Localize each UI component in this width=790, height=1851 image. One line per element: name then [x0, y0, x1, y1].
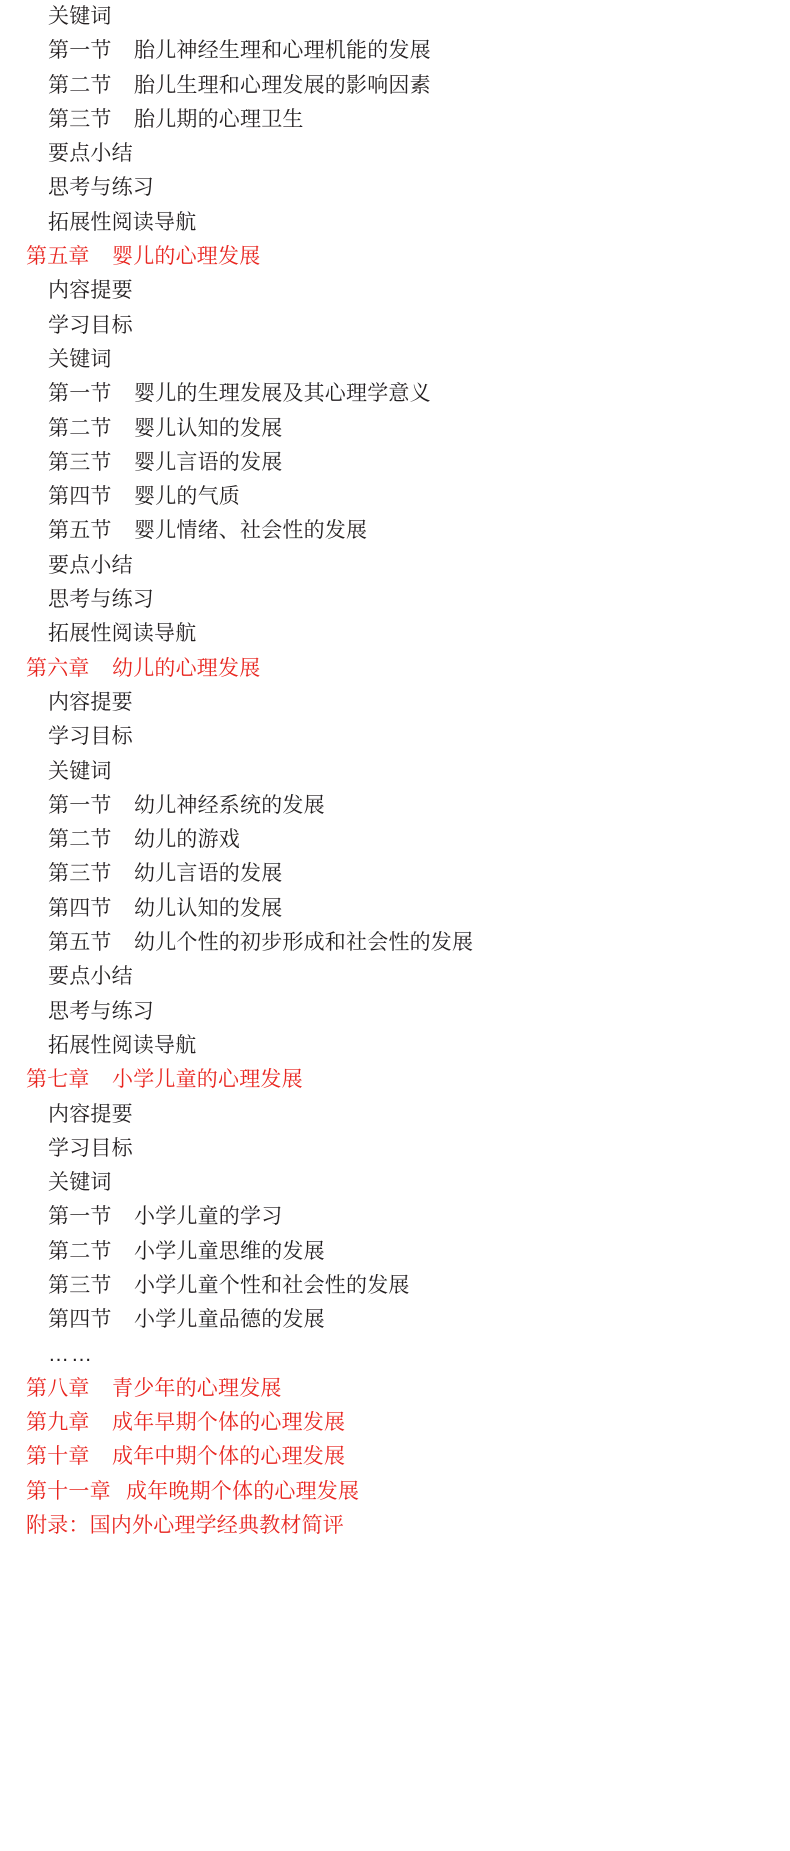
subitem-title: 内容提要 — [48, 690, 133, 714]
toc-section-entry[interactable] — [0, 34, 790, 68]
toc-subitem-entry[interactable] — [0, 171, 790, 205]
toc-section-entry[interactable] — [0, 480, 790, 514]
toc-section-entry[interactable] — [0, 446, 790, 480]
subitem-title: 关键词 — [48, 5, 112, 28]
section-number: 第三节 — [48, 107, 112, 131]
chapter-number: 第七章 — [26, 1068, 90, 1092]
chapter-title: 幼儿的心理发展 — [112, 656, 261, 680]
toc-subitem-entry[interactable] — [0, 206, 790, 240]
section-number: 第四节 — [48, 485, 112, 509]
toc-subitem-entry[interactable] — [0, 274, 790, 308]
section-number: 第二节 — [48, 1239, 112, 1263]
section-number: 第一节 — [48, 793, 112, 817]
toc-subitem-entry[interactable] — [0, 1132, 790, 1166]
subitem-title: 关键词 — [48, 1171, 112, 1195]
section-number: 第五节 — [48, 519, 112, 543]
toc-subitem-entry[interactable] — [0, 1029, 790, 1063]
chapter-number: 第八章 — [26, 1376, 90, 1400]
toc-section-entry[interactable] — [0, 857, 790, 891]
section-number: 第一节 — [48, 39, 112, 63]
section-number: 第二节 — [48, 73, 112, 97]
toc-chapter-entry[interactable] — [0, 1372, 790, 1406]
toc-subitem-entry[interactable] — [0, 617, 790, 651]
subitem-title: 学习目标 — [48, 725, 133, 749]
toc-section-entry[interactable] — [0, 1235, 790, 1269]
subitem-title: 关键词 — [48, 347, 112, 371]
toc-chapter-entry[interactable] — [0, 1406, 790, 1440]
section-title: 小学儿童的学习 — [134, 1205, 283, 1229]
subitem-title: 拓展性阅读导航 — [48, 210, 197, 234]
chapter-number: 第六章 — [26, 656, 90, 680]
section-title: 幼儿神经系统的发展 — [134, 793, 325, 817]
section-title: 婴儿的气质 — [134, 485, 240, 509]
subitem-title: 要点小结 — [48, 965, 133, 989]
section-number: 第三节 — [48, 862, 112, 886]
section-title: 幼儿个性的初步形成和社会性的发展 — [134, 931, 474, 955]
toc-section-entry[interactable] — [0, 926, 790, 960]
chapter-number: 第十一章 — [26, 1479, 111, 1503]
subitem-title: 拓展性阅读导航 — [48, 1033, 197, 1057]
section-title: 婴儿的生理发展及其心理学意义 — [134, 382, 431, 406]
toc-chapter-entry[interactable] — [0, 652, 790, 686]
chapter-number: 第五章 — [26, 245, 90, 269]
chapter-title: 青少年的心理发展 — [112, 1376, 282, 1400]
section-number: 第四节 — [48, 896, 112, 920]
toc-chapter-entry[interactable] — [0, 1475, 790, 1509]
section-number: 第二节 — [48, 828, 112, 852]
toc-subitem-entry[interactable] — [0, 583, 790, 617]
subitem-title: 要点小结 — [48, 553, 133, 577]
section-title: 胎儿期的心理卫生 — [134, 107, 304, 131]
chapter-title: 婴儿的心理发展 — [112, 245, 261, 269]
section-title: 婴儿言语的发展 — [134, 450, 283, 474]
section-title: 婴儿认知的发展 — [134, 416, 283, 440]
toc-subitem-entry[interactable] — [0, 343, 790, 377]
toc-subitem-entry[interactable] — [0, 1166, 790, 1200]
section-title: 幼儿认知的发展 — [134, 896, 283, 920]
subitem-title: 学习目标 — [48, 313, 133, 337]
subitem-title: 思考与练习 — [48, 999, 154, 1023]
toc-section-entry[interactable] — [0, 69, 790, 103]
toc-section-entry[interactable] — [0, 892, 790, 926]
subitem-title: 内容提要 — [48, 279, 133, 303]
subitem-title: 内容提要 — [48, 1102, 133, 1126]
toc-chapter-entry[interactable] — [0, 1440, 790, 1474]
section-number: 第五节 — [48, 931, 112, 955]
toc-section-entry[interactable] — [0, 1269, 790, 1303]
section-number: 第二节 — [48, 416, 112, 440]
toc-ellipsis — [0, 1338, 790, 1372]
section-number: 第一节 — [48, 1205, 112, 1229]
section-number: 第三节 — [48, 450, 112, 474]
toc-subitem-entry[interactable] — [0, 960, 790, 994]
toc-subitem-entry[interactable] — [0, 137, 790, 171]
toc-chapter-entry[interactable] — [0, 240, 790, 274]
subitem-title: 思考与练习 — [48, 176, 154, 200]
section-title: 小学儿童品德的发展 — [134, 1308, 325, 1332]
appendix-title: 附录：国内外心理学经典教材简评 — [26, 1514, 344, 1538]
toc-subitem-entry[interactable] — [0, 995, 790, 1029]
section-title: 幼儿言语的发展 — [134, 862, 283, 886]
toc-chapter-entry[interactable] — [0, 1063, 790, 1097]
section-number: 第一节 — [48, 382, 112, 406]
subitem-title: 思考与练习 — [48, 588, 154, 612]
section-title: 婴儿情绪、社会性的发展 — [134, 519, 368, 543]
toc-subitem-entry[interactable] — [0, 755, 790, 789]
toc-section-entry[interactable] — [0, 412, 790, 446]
toc-section-entry[interactable] — [0, 1200, 790, 1234]
toc-subitem-entry[interactable] — [0, 549, 790, 583]
toc-section-entry[interactable] — [0, 1303, 790, 1337]
toc-subitem-entry[interactable] — [0, 309, 790, 343]
chapter-number: 第十章 — [26, 1445, 90, 1469]
toc-subitem-entry[interactable] — [0, 1098, 790, 1132]
toc-appendix-entry[interactable] — [0, 1509, 790, 1543]
toc-section-entry[interactable] — [0, 377, 790, 411]
subitem-title: 拓展性阅读导航 — [48, 622, 197, 646]
toc-section-entry[interactable] — [0, 789, 790, 823]
section-number: 第四节 — [48, 1308, 112, 1332]
section-number: 第三节 — [48, 1273, 112, 1297]
toc-subitem-entry[interactable] — [0, 0, 790, 34]
subitem-title: 要点小结 — [48, 142, 133, 166]
section-title: 小学儿童个性和社会性的发展 — [134, 1273, 410, 1297]
subitem-title: 学习目标 — [48, 1136, 133, 1160]
section-title: 胎儿神经生理和心理机能的发展 — [134, 39, 431, 63]
section-title: 幼儿的游戏 — [134, 828, 240, 852]
toc-subitem-entry[interactable] — [0, 720, 790, 754]
ellipsis-text: …… — [48, 1342, 94, 1366]
chapter-title: 成年晚期个体的心理发展 — [126, 1479, 360, 1503]
chapter-title: 成年早期个体的心理发展 — [112, 1411, 346, 1435]
chapter-number: 第九章 — [26, 1411, 90, 1435]
toc-section-entry[interactable] — [0, 103, 790, 137]
subitem-title: 关键词 — [48, 759, 112, 783]
chapter-title: 小学儿童的心理发展 — [112, 1068, 303, 1092]
chapter-title: 成年中期个体的心理发展 — [112, 1445, 346, 1469]
section-title: 胎儿生理和心理发展的影响因素 — [134, 73, 431, 97]
section-title: 小学儿童思维的发展 — [134, 1239, 325, 1263]
toc-section-entry[interactable] — [0, 823, 790, 857]
toc-section-entry[interactable] — [0, 514, 790, 548]
toc-subitem-entry[interactable] — [0, 686, 790, 720]
